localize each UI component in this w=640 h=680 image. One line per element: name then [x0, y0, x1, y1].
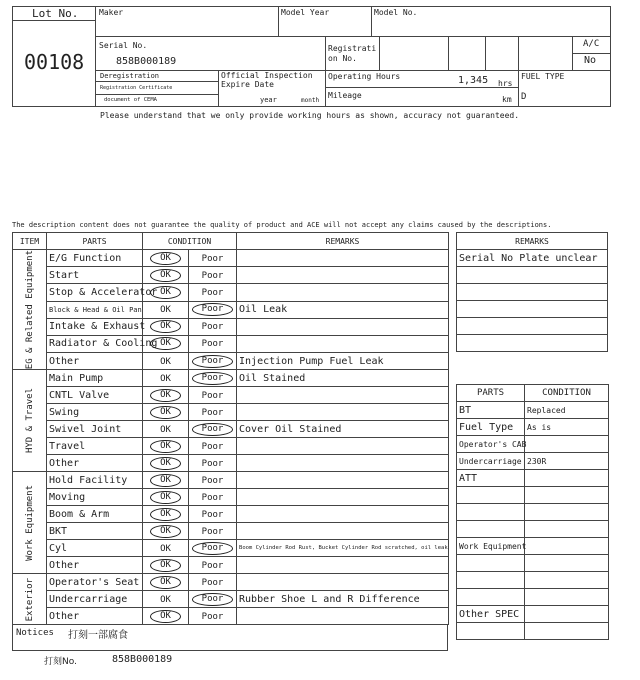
- table-row: [13, 574, 449, 591]
- mileage-label: Mileage: [328, 91, 362, 100]
- table-row: [13, 387, 449, 404]
- condition-poor: [189, 574, 237, 591]
- parts-row: [457, 589, 609, 606]
- table-row: [13, 557, 449, 574]
- condition-poor: [189, 540, 237, 557]
- remark-cell: [237, 335, 449, 352]
- condition-poor: [189, 335, 237, 352]
- att-value: [525, 504, 609, 521]
- lot-label: Lot No.: [32, 7, 79, 20]
- parts-row: [457, 623, 609, 640]
- parts-condition: 230R: [525, 453, 609, 470]
- condition-poor: [189, 284, 237, 301]
- poor-label: Poor: [192, 372, 234, 385]
- part-name: Other: [47, 353, 143, 370]
- table-row: [13, 506, 449, 523]
- hours-note: Please understand that we only provide working hours as shown, accuracy not guaranteed.: [100, 111, 520, 120]
- table-row: [13, 404, 449, 421]
- ok-label: OK: [150, 610, 181, 623]
- operating-hours-value: 1,345: [458, 75, 489, 86]
- parts-row: [457, 521, 609, 538]
- poor-label: Poor: [201, 475, 224, 486]
- parts-name: BT: [457, 402, 525, 419]
- work-blank: [457, 555, 525, 572]
- part-name: Other: [47, 608, 143, 625]
- right-parts-table: [456, 384, 609, 640]
- part-name: Intake & Exhaust: [47, 318, 143, 335]
- poor-label: Poor: [201, 577, 224, 588]
- year-label: year: [260, 96, 277, 104]
- parts-row: [457, 555, 609, 572]
- other-value: [525, 623, 609, 640]
- parts-condition: [525, 436, 609, 453]
- condition-poor: [189, 404, 237, 421]
- part-name: Undercarriage: [47, 591, 143, 608]
- maker-label: Maker: [99, 8, 124, 17]
- table-row: [13, 472, 449, 489]
- remark-cell: [237, 523, 449, 540]
- ac-value: No: [584, 55, 597, 66]
- ok-label: OK: [150, 474, 181, 487]
- part-name: E/G Function: [47, 250, 143, 267]
- condition-ok: [143, 267, 189, 284]
- parts-name: Operator's CAB: [457, 436, 525, 453]
- part-name: Stop & Accelerator: [47, 284, 143, 301]
- stamp-label: 打刻No.: [44, 657, 77, 667]
- part-name: Hold Facility: [47, 472, 143, 489]
- header-condition: CONDITION: [143, 233, 237, 250]
- att-blank: [457, 521, 525, 538]
- poor-label: Poor: [201, 322, 224, 333]
- ok-label: OK: [160, 543, 171, 554]
- condition-poor: [189, 267, 237, 284]
- condition-ok: [143, 370, 189, 387]
- parts-row: [457, 470, 609, 487]
- table-row: [13, 608, 449, 625]
- condition-poor: [189, 387, 237, 404]
- remark-cell: Boom Cylinder Rod Rust, Bucket Cylinder Rod scratched, oil leak: [237, 540, 449, 557]
- condition-ok: [143, 404, 189, 421]
- remark-cell: [237, 404, 449, 421]
- right-remarks-header: REMARKS: [457, 233, 608, 250]
- work-equipment-label: Work Equipment: [457, 538, 525, 555]
- part-name: Swing: [47, 404, 143, 421]
- parts-row: [457, 572, 609, 589]
- table-row: [13, 438, 449, 455]
- ok-label: OK: [150, 406, 181, 419]
- condition-ok: [143, 438, 189, 455]
- condition-ok: [143, 523, 189, 540]
- group-label: Exterior: [24, 577, 35, 621]
- table-row: [13, 301, 449, 318]
- parts-header: PARTS: [457, 385, 525, 402]
- ok-label: OK: [150, 491, 181, 504]
- condition-poor: [189, 608, 237, 625]
- parts-name: Fuel Type: [457, 419, 525, 436]
- part-name: Block & Head & Oil Pan: [47, 301, 143, 318]
- condition-poor: [189, 523, 237, 540]
- poor-label: Poor: [201, 560, 224, 571]
- parts-row: [457, 487, 609, 504]
- part-name: Start: [47, 267, 143, 284]
- table-row: [13, 540, 449, 557]
- remark-cell: Injection Pump Fuel Leak: [237, 353, 449, 370]
- part-name: Radiator & Cooling: [47, 335, 143, 352]
- work-value: [525, 589, 609, 606]
- condition-poor: [189, 250, 237, 267]
- remark-cell: Cover Oil Stained: [237, 421, 449, 438]
- remark-cell: [237, 250, 449, 267]
- parts-row: [457, 453, 609, 470]
- table-row: [13, 523, 449, 540]
- work-value: [525, 572, 609, 589]
- table-row: [13, 591, 449, 608]
- table-header-row: [13, 233, 449, 250]
- condition-ok: [143, 557, 189, 574]
- ok-label: OK: [150, 389, 181, 402]
- condition-poor: [189, 455, 237, 472]
- ok-label: OK: [150, 286, 181, 299]
- att-value: [525, 521, 609, 538]
- parts-row: [457, 504, 609, 521]
- part-name: CNTL Valve: [47, 387, 143, 404]
- month-label: month: [301, 97, 320, 104]
- parts-condition: As is: [525, 419, 609, 436]
- right-remarks-table: [456, 232, 608, 352]
- group-label: EG & Related Equipment: [24, 250, 35, 370]
- condition-poor: [189, 353, 237, 370]
- condition-ok: [143, 318, 189, 335]
- remark-cell: Rubber Shoe L and R Difference: [237, 591, 449, 608]
- ok-label: OK: [160, 424, 171, 435]
- model-year-label: Model Year: [281, 8, 330, 17]
- right-remark-1: Serial No Plate unclear: [457, 250, 608, 267]
- condition-ok: [143, 387, 189, 404]
- remark-cell: Oil Stained: [237, 370, 449, 387]
- ac-label: A/C: [583, 39, 600, 49]
- condition-ok: [143, 608, 189, 625]
- part-name: Main Pump: [47, 370, 143, 387]
- ok-label: OK: [150, 252, 181, 265]
- serial-label: Serial No.: [99, 41, 148, 50]
- deregistration-label: Deregistration: [100, 72, 160, 80]
- poor-label: Poor: [192, 423, 234, 436]
- table-row: [13, 335, 449, 352]
- parts-name: Undercarriage: [457, 453, 525, 470]
- remark-cell: [237, 489, 449, 506]
- condition-ok: [143, 284, 189, 301]
- condition-header: CONDITION: [525, 385, 609, 402]
- poor-label: Poor: [201, 287, 224, 298]
- work-blank: [457, 572, 525, 589]
- work-equipment-value: [525, 538, 609, 555]
- operating-hours-label: Operating Hours: [328, 72, 401, 81]
- att-label: ATT: [457, 470, 525, 487]
- ok-label: OK: [150, 576, 181, 589]
- header-item: ITEM: [13, 233, 47, 250]
- parts-row: [457, 606, 609, 623]
- registration-cert-label: Registration Certificate: [100, 85, 173, 91]
- part-name: BKT: [47, 523, 143, 540]
- table-row: [13, 421, 449, 438]
- header-parts: PARTS: [47, 233, 143, 250]
- condition-ok: [143, 540, 189, 557]
- ok-label: OK: [150, 440, 181, 453]
- other-spec-label: Other SPEC: [457, 606, 525, 623]
- part-name: Operator's Seat: [47, 574, 143, 591]
- ok-label: OK: [150, 320, 181, 333]
- condition-ok: [143, 421, 189, 438]
- poor-label: Poor: [201, 270, 224, 281]
- part-name: Boom & Arm: [47, 506, 143, 523]
- remark-cell: [237, 438, 449, 455]
- ok-label: OK: [150, 337, 181, 350]
- ok-label: OK: [160, 594, 171, 605]
- att-value: [525, 470, 609, 487]
- remark-cell: [237, 267, 449, 284]
- table-row: [13, 489, 449, 506]
- condition-ok: [143, 335, 189, 352]
- group-cell: [13, 472, 47, 574]
- poor-label: Poor: [201, 253, 224, 264]
- registration-label: Registrati on No.: [328, 44, 377, 63]
- condition-poor: [189, 421, 237, 438]
- model-no-label: Model No.: [374, 8, 418, 17]
- condition-ok: [143, 591, 189, 608]
- condition-ok: [143, 574, 189, 591]
- serial-value: 858B000189: [116, 56, 177, 67]
- parts-row: [457, 538, 609, 555]
- group-cell: [13, 250, 47, 370]
- poor-label: Poor: [201, 390, 224, 401]
- table-row: [13, 250, 449, 267]
- group-label: Work Equipment: [24, 484, 35, 561]
- table-row: [13, 353, 449, 370]
- work-value: [525, 555, 609, 572]
- work-blank: [457, 589, 525, 606]
- remark-cell: [237, 574, 449, 591]
- cema-label: document of CEMA: [104, 97, 157, 103]
- table-row: [13, 455, 449, 472]
- condition-poor: [189, 438, 237, 455]
- poor-label: Poor: [192, 355, 234, 368]
- table-row: [13, 284, 449, 301]
- part-name: Travel: [47, 438, 143, 455]
- ok-label: OK: [150, 457, 181, 470]
- remark-cell: [237, 608, 449, 625]
- remark-cell: Oil Leak: [237, 301, 449, 318]
- poor-label: Poor: [201, 526, 224, 537]
- remark-cell: [237, 284, 449, 301]
- parts-condition: Replaced: [525, 402, 609, 419]
- condition-poor: [189, 318, 237, 335]
- fuel-type-value: D: [521, 92, 527, 102]
- remark-cell: [237, 387, 449, 404]
- remark-cell: [237, 506, 449, 523]
- group-cell: [13, 574, 47, 625]
- condition-ok: [143, 489, 189, 506]
- poor-label: Poor: [192, 593, 234, 606]
- poor-label: Poor: [201, 509, 224, 520]
- poor-label: Poor: [201, 441, 224, 452]
- other-blank: [457, 623, 525, 640]
- disclaimer: The description content does not guarantee the quality of product and ACE will not accept any claims caused by the descriptions.: [12, 221, 552, 229]
- table-row: [13, 267, 449, 284]
- header-remarks: REMARKS: [237, 233, 449, 250]
- ok-label: OK: [160, 356, 171, 367]
- poor-label: Poor: [192, 303, 234, 316]
- att-value: [525, 487, 609, 504]
- condition-ok: [143, 455, 189, 472]
- fuel-type-label: FUEL TYPE: [521, 72, 565, 81]
- condition-ok: [143, 506, 189, 523]
- condition-poor: [189, 472, 237, 489]
- remark-cell: [237, 472, 449, 489]
- parts-row: [457, 436, 609, 453]
- km-unit: km: [502, 95, 512, 104]
- ok-label: OK: [150, 508, 181, 521]
- att-blank: [457, 504, 525, 521]
- poor-label: Poor: [201, 407, 224, 418]
- parts-row: [457, 419, 609, 436]
- att-blank: [457, 487, 525, 504]
- official-inspection-label: Official Inspection Expire Date: [221, 71, 313, 89]
- condition-ok: [143, 301, 189, 318]
- remark-cell: [237, 557, 449, 574]
- part-name: Other: [47, 455, 143, 472]
- poor-label: Poor: [201, 458, 224, 469]
- notices-value: 打刻一部腐食: [68, 630, 128, 641]
- lot-number: 00108: [24, 50, 85, 74]
- parts-row: [457, 402, 609, 419]
- group-label: HYD & Travel: [24, 388, 35, 454]
- condition-poor: [189, 591, 237, 608]
- ok-label: OK: [150, 269, 181, 282]
- poor-label: Poor: [192, 542, 234, 555]
- condition-poor: [189, 506, 237, 523]
- ok-label: OK: [150, 525, 181, 538]
- condition-ok: [143, 353, 189, 370]
- notices-label: Notices: [16, 628, 54, 638]
- hrs-unit: hrs: [498, 79, 513, 88]
- condition-poor: [189, 370, 237, 387]
- ok-label: OK: [150, 559, 181, 572]
- poor-label: Poor: [201, 339, 224, 350]
- part-name: Swivel Joint: [47, 421, 143, 438]
- poor-label: Poor: [201, 611, 224, 622]
- condition-poor: [189, 489, 237, 506]
- ok-label: OK: [160, 373, 171, 384]
- group-cell: [13, 370, 47, 472]
- part-name: Moving: [47, 489, 143, 506]
- condition-poor: [189, 557, 237, 574]
- ok-label: OK: [160, 305, 171, 316]
- inspection-table: [12, 232, 449, 625]
- part-name: Cyl: [47, 540, 143, 557]
- condition-ok: [143, 472, 189, 489]
- condition-poor: [189, 301, 237, 318]
- remark-cell: [237, 455, 449, 472]
- table-row: [13, 318, 449, 335]
- other-spec-value: [525, 606, 609, 623]
- stamp-value: 858B000189: [112, 654, 173, 665]
- poor-label: Poor: [201, 492, 224, 503]
- table-row: [13, 370, 449, 387]
- part-name: Other: [47, 557, 143, 574]
- condition-ok: [143, 250, 189, 267]
- remark-cell: [237, 318, 449, 335]
